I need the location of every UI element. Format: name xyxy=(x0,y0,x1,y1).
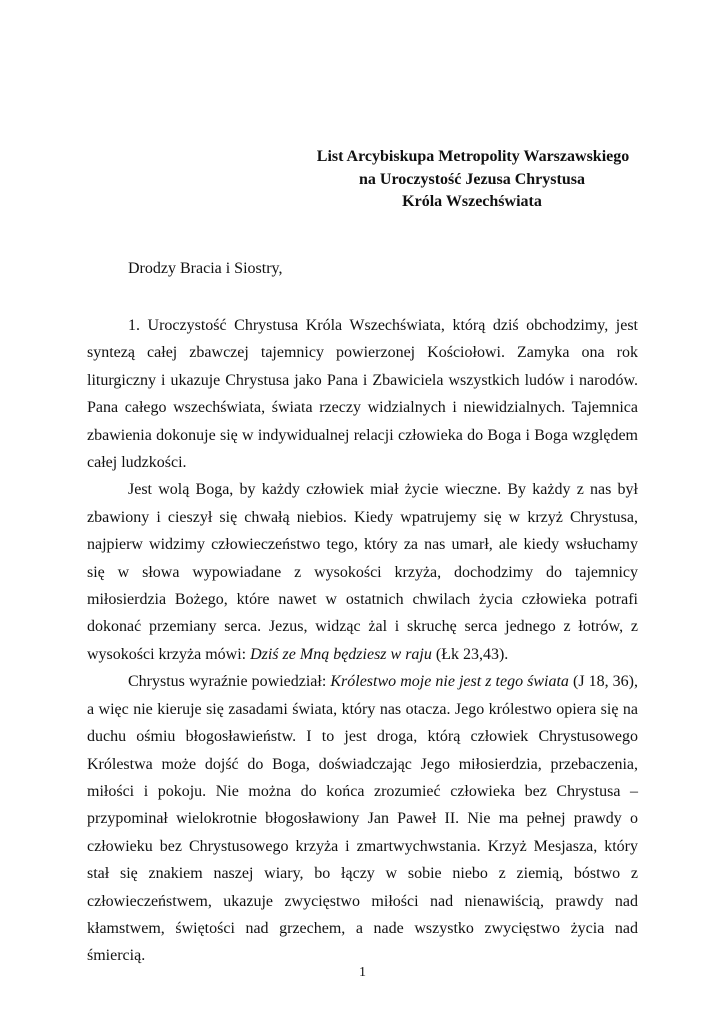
letter-body xyxy=(87,312,638,970)
paragraph-3-intro: Chrystus wyraźnie powiedział: xyxy=(128,673,331,691)
greeting: Drodzy Bracia i Siostry, xyxy=(128,260,283,277)
document-title xyxy=(0,146,725,214)
title-line-1: List Arcybiskupa Metropolity Warszawskiego xyxy=(316,148,630,165)
paragraph-3-text: (J 18, 36), a więc nie kieruje się zasadami świata, który nas otacza. Jego królestwo opiera się na duchu ośmiu błogosławieństw. I to jest droga, którą człowiek Chrystusowego Królestwa może dojść do Boga, doświadczając Jego miłosierdzia, przebaczenia, miłości i pokoju. Nie można do końca zrozumieć człowieka bez Chrystusa – przypominał wielokrotnie błogosławiony Jan Paweł II. Nie ma pełnej prawdy o człowieku bez Chrystusowego krzyża i zmartwychwstania. Krzyż Mesjasza, który stał się znakiem naszej wiary, bo łączy w sobie niebo z ziemią, bóstwo z człowieczeństwem, ukazuje zwycięstwo miłości nad nienawiścią, prawdy nad kłamstwem, świętości nad grzechem, a nade wszystko zwycięstwo życia nad śmiercią. xyxy=(87,673,639,965)
page-number-value: 1 xyxy=(359,965,366,980)
paragraph-2-text: Jest wolą Boga, by każdy człowiek miał życie wieczne. By każdy z nas był zbawiony i cieszył się chwałą niebios. Kiedy wpatrujemy się w krzyż Chrystusa, najpierw widzimy człowieczeństwo tego, który za nas umarł, ale kiedy wsłuchamy się w słowa wypowiadane z wysokości krzyża, dochodzimy do tajemnicy miłosierdzia Bożego, które nawet w ostatnich chwilach życia człowieka potrafi dokonać przemiany serca. Jezus, widząc żal i skruchę serca jednego z łotrów, z wysokości krzyża mówi: xyxy=(87,481,638,663)
title-line-2: na Uroczystość Jezusa Chrystusa xyxy=(359,170,585,188)
paragraph-2 xyxy=(87,476,638,668)
paragraph-1: 1. Uroczystość Chrystusa Króla Wszechświata, którą dziś obchodzimy, jest syntezą całej zbawczej tajemnicy powierzonej Kościołowi. Zamyka ona rok liturgiczny i ukazuje Chrystusa jako Pana i Zbawiciela wszystkich ludów i narodów. Pana całego wszechświata, świata rzeczy widzialnych i niewidzialnych. Tajemnica zbawienia dokonuje się w indywidualnej relacji człowieka do Boga i Boga względem całej ludzkości. xyxy=(87,317,638,472)
page-number xyxy=(0,965,725,981)
title-line-3: Króla Wszechświata xyxy=(402,193,542,210)
paragraph-3 xyxy=(87,668,638,969)
paragraph-2-quote: Dziś ze Mną będziesz w raju xyxy=(250,645,432,663)
paragraph-2-reference: (Łk 23,43). xyxy=(431,645,509,663)
paragraph-3-quote: Królestwo moje nie jest z tego świata xyxy=(330,673,569,691)
